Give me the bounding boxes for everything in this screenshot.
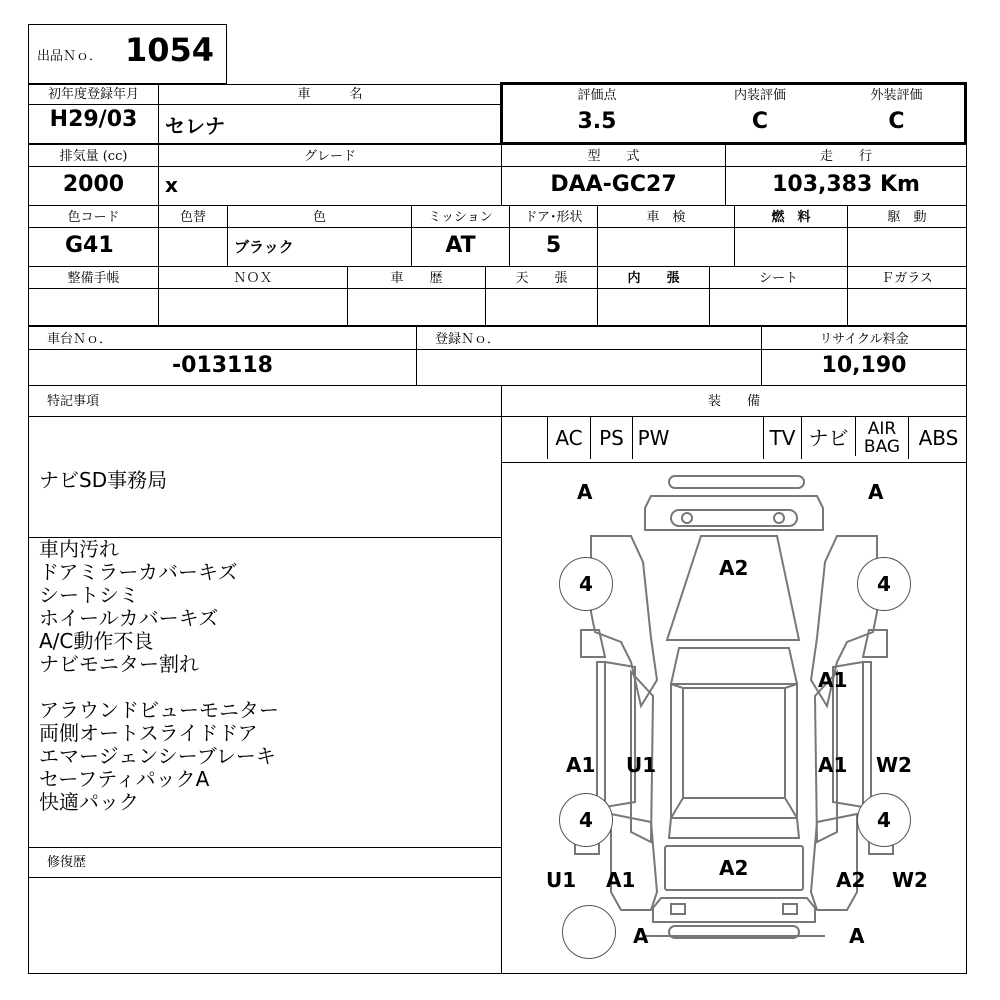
mileage-cell [725,144,967,206]
color-code-label: 色コード [29,208,158,228]
color-value: ブラック [234,238,294,256]
car-name-value: セレナ [165,114,225,138]
mark-right-door-rear: W2 [876,753,912,777]
grade-cell [158,144,502,206]
equipment-row [502,417,966,463]
mark-trunk: A2 [719,856,749,880]
mark-left-door-rear: U1 [626,753,657,777]
note-line: A/C動作不良 [39,629,154,653]
displacement-value: 2000 [62,172,125,197]
mission-cell [411,205,510,267]
notes-label: 特記事項 [29,392,501,417]
mark-rear-left: A [633,924,649,948]
lot-number-box [28,24,227,84]
mark-right-rear: A2 [836,868,866,892]
displacement-label: 排気量 (cc) [29,147,158,167]
score-value: 3.5 [577,109,617,134]
fuel-label: 燃 料 [735,208,847,228]
mileage-value: 103,383 Km [772,172,920,197]
roof-lining-cell [485,266,598,326]
chassis-number-label: 車台Ｎｏ． [29,330,416,350]
recolor-cell [158,205,228,267]
seat-cell [709,266,848,326]
tire-front-left: 4 [559,557,613,611]
maintenance-record-cell [28,266,159,326]
lot-label: 出品Ｎｏ． [37,49,103,64]
color-label: 色 [228,208,411,228]
note-line: セーフティパックA [39,767,210,791]
model-cell [501,144,726,206]
equipment-abs: ABS [908,417,967,459]
equipment-tv: TV [763,417,801,459]
note-line: 車内汚れ [39,537,119,561]
recycle-fee-cell [761,326,967,386]
mark-front-right: A [868,480,884,504]
equipment-label: 装 備 [502,392,966,417]
door-value: 5 [545,233,562,258]
interior-lining-label: 内 張 [598,269,709,289]
note-line: ドアミラーカバーキズ [39,560,238,584]
door-cell [509,205,598,267]
note-line [39,676,279,699]
front-glass-label: Ｆガラス [848,269,966,289]
exterior-score-label: 外装評価 [870,88,923,103]
grade-label: グレード [159,147,501,167]
car-name-label: 車 名 [159,85,501,105]
lot-number: 1054 [125,31,215,69]
nox-cell [158,266,348,326]
note-line: アラウンドビューモニター [39,698,279,722]
model-label: 型 式 [502,147,725,167]
mark-left-rear: A1 [606,868,636,892]
equipment-airbag [855,417,908,456]
mileage-label: 走 行 [726,147,966,167]
equipment-bag: BAG [863,437,901,457]
note-line: 快適パック [39,790,139,814]
inspection-cell [597,205,735,267]
mark-hood: A2 [719,556,749,580]
equipment-ac: AC [547,417,590,459]
recolor-label: 色替 [159,208,227,228]
front-glass-cell [847,266,967,326]
mark-right-fender: A1 [818,668,848,692]
drive-cell [847,205,967,267]
chassis-number-cell [28,326,417,386]
note-line: 両側オートスライドドア [39,721,258,745]
reg-date-value: H29/03 [49,107,138,132]
interior-score-label: 内装評価 [733,88,786,103]
notes-top-text: ナビSD事務局 [39,468,168,492]
reg-date-cell [28,84,159,144]
note-line: エマージェンシーブレーキ [39,744,276,768]
mark-right-door-front: A1 [818,753,848,777]
mark-right-rear-quarter: W2 [892,868,928,892]
equipment-pw: PW [632,417,674,459]
tire-rear-left: 4 [559,793,613,847]
note-line: ホイールカバーキズ [39,606,219,630]
recycle-fee-label: リサイクル料金 [762,330,966,350]
color-code-cell [28,205,159,267]
car-name-cell [158,84,502,144]
registration-number-label: 登録Ｎｏ． [417,330,761,350]
displacement-cell [28,144,159,206]
equipment-ps: PS [590,417,632,459]
model-value: DAA-GC27 [550,172,677,197]
chassis-number-value: -013118 [172,353,273,378]
notes-panel [28,385,502,974]
mark-left-door-front: A1 [566,753,596,777]
seat-label: シート [710,269,847,289]
grade-value: x [165,173,178,197]
interior-lining-cell [597,266,710,326]
mark-front-left: A [577,480,593,504]
drive-label: 駆 動 [848,208,966,228]
reg-date-label: 初年度登録年月 [29,85,158,105]
interior-score-value: C [751,109,769,134]
note-line: ナビモニター割れ [39,652,199,676]
notes-lines [39,538,279,814]
mark-rear-right: A [849,924,865,948]
door-label: ドア･形状 [510,208,597,228]
registration-number-cell [416,326,762,386]
car-diagram [501,462,967,972]
car-history-label: 車 歴 [348,269,485,289]
fuel-cell [734,205,848,267]
color-cell [227,205,412,267]
spare-tire [562,905,616,959]
tire-rear-right: 4 [857,793,911,847]
maintenance-record-label: 整備手帳 [29,269,158,289]
equipment-air: AIR [867,419,897,439]
car-history-cell [347,266,486,326]
mission-value: AT [445,233,476,258]
inspection-label: 車 検 [598,208,734,228]
mission-label: ミッション [412,208,509,228]
tire-front-right: 4 [857,557,911,611]
repair-divider [29,847,501,848]
equipment-navi: ナビ [801,417,855,459]
note-line: シートシミ [39,583,139,607]
recycle-fee-value: 10,190 [821,353,907,378]
color-code-value: G41 [65,233,114,258]
exterior-score-value: C [888,109,905,134]
repair-history-label: 修復歴 [29,853,501,878]
nox-label: ＮＯＸ [159,269,347,289]
mark-left-rear-quarter: U1 [546,868,577,892]
score-label: 評価点 [577,88,617,103]
roof-lining-label: 天 張 [486,269,597,289]
